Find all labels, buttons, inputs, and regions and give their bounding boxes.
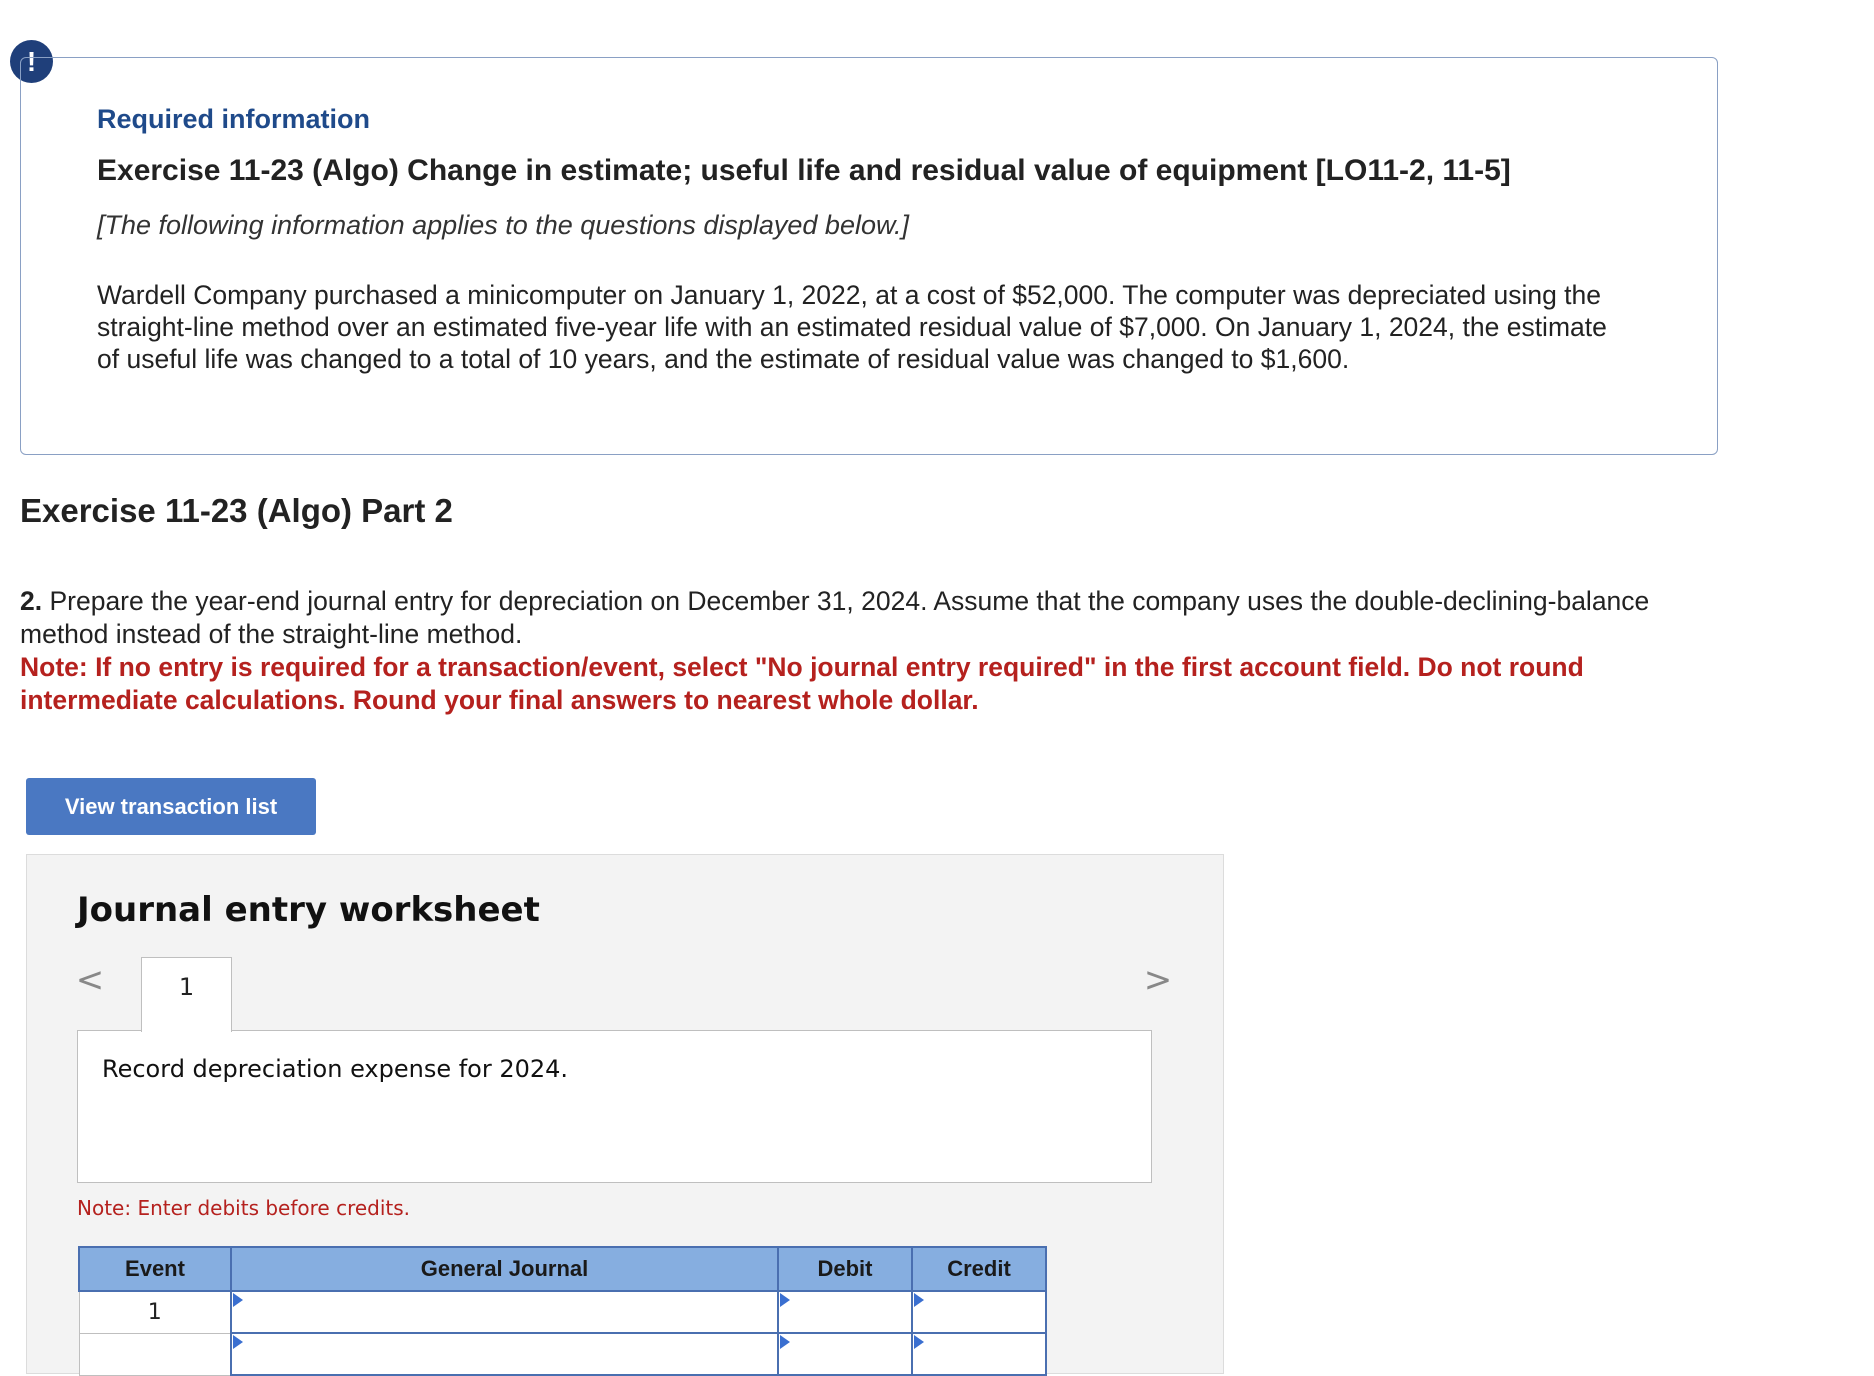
chevron-right-icon[interactable]: > bbox=[1143, 960, 1173, 1000]
account-select[interactable] bbox=[231, 1333, 778, 1375]
credit-input[interactable] bbox=[912, 1291, 1046, 1333]
dropdown-marker-icon bbox=[233, 1293, 243, 1307]
table-row bbox=[79, 1333, 1046, 1375]
required-info-label: Required information bbox=[97, 104, 371, 134]
question-number: 2. bbox=[20, 586, 43, 616]
view-transaction-list-button[interactable]: View transaction list bbox=[26, 778, 316, 835]
credit-input[interactable] bbox=[912, 1333, 1046, 1375]
scenario-text: Wardell Company purchased a minicomputer on January 1, 2022, at a cost of $52,000. The computer was depreciated using the straight-line method over an estimated five-year life with an estimated residual value of $7,000. On January 1, 2024, the estimate of useful life was changed to a total of 10 years, and the estimate of residual value was changed to $1,600. bbox=[97, 280, 1607, 374]
dropdown-marker-icon bbox=[233, 1335, 243, 1349]
applies-note: [The following information applies to the questions displayed below.] bbox=[97, 210, 909, 240]
alert-icon: ! bbox=[10, 40, 53, 83]
column-header-credit: Credit bbox=[912, 1247, 1046, 1291]
account-select[interactable] bbox=[231, 1291, 778, 1333]
worksheet-tab-1[interactable]: 1 bbox=[141, 957, 232, 1032]
instruction-note: Note: If no entry is required for a transaction/event, select "No journal entry required" in the first account field. Do not round intermediate calculations. Round your final answers to nearest whole dollar. bbox=[20, 652, 1584, 715]
question-text bbox=[20, 585, 1700, 651]
dropdown-marker-icon bbox=[914, 1293, 924, 1307]
debits-credits-note: Note: Enter debits before credits. bbox=[77, 1196, 411, 1220]
question-body: Prepare the year-end journal entry for depreciation on December 31, 2024. Assume that the company uses the double-declining-balance method instead of the straight-line method. bbox=[20, 586, 1650, 649]
journal-table bbox=[78, 1246, 1047, 1376]
column-header-event: Event bbox=[79, 1247, 231, 1291]
dropdown-marker-icon bbox=[914, 1335, 924, 1349]
column-header-debit: Debit bbox=[778, 1247, 912, 1291]
chevron-left-icon[interactable]: < bbox=[75, 960, 105, 1000]
column-header-general-journal: General Journal bbox=[231, 1247, 778, 1291]
dropdown-marker-icon bbox=[780, 1335, 790, 1349]
event-cell: 1 bbox=[79, 1291, 231, 1333]
debit-input[interactable] bbox=[778, 1333, 912, 1375]
transaction-description: Record depreciation expense for 2024. bbox=[102, 1055, 569, 1083]
debit-input[interactable] bbox=[778, 1291, 912, 1333]
event-cell bbox=[79, 1333, 231, 1375]
journal-header-row bbox=[79, 1247, 1046, 1291]
transaction-description-box bbox=[77, 1030, 1152, 1183]
dropdown-marker-icon bbox=[780, 1293, 790, 1307]
worksheet-title: Journal entry worksheet bbox=[77, 890, 540, 930]
part-title: Exercise 11-23 (Algo) Part 2 bbox=[20, 492, 453, 529]
exercise-title: Exercise 11-23 (Algo) Change in estimate; useful life and residual value of equipment [LO11-2, 11-5] bbox=[97, 154, 1511, 187]
table-row bbox=[79, 1291, 1046, 1333]
